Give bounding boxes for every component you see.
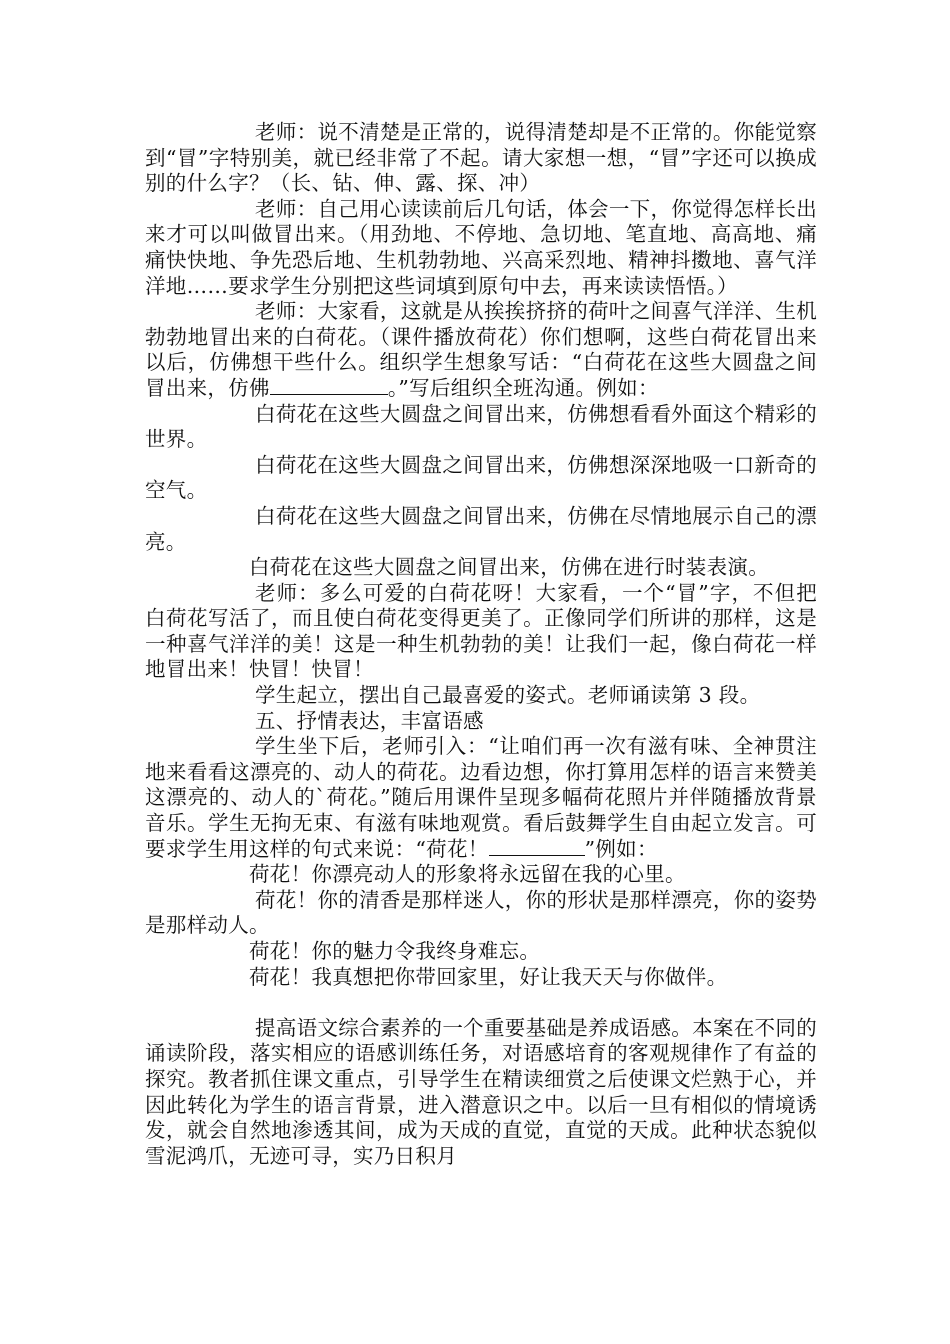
paragraph-teacher-3-tail: 。”写后组织全班沟通。例如：: [387, 375, 659, 400]
paragraph-lotus-intro: [145, 734, 817, 862]
example-sentence-4: 白荷花在这些大圆盘之间冒出来，仿佛在进行时装表演。: [249, 555, 769, 580]
lotus-example-2: 荷花！你的清香是那样迷人，你的形状是那样漂亮，你的姿势是那样动人。: [145, 887, 817, 938]
lotus-example-3: 荷花！你的魅力令我终身难忘。: [249, 939, 541, 963]
paragraph-teacher-2: 老师：自己用心读读前后几句话，体会一下，你觉得怎样长出来才可以叫做冒出来。（用劲地、不停地、急切地、笔直地、高高地、痛痛快快地、争先恐后地、生机勃勃地、兴高采烈地、精神抖擞地、喜气洋洋地……要求学生分别把这些词填到原句中去，再来读读悟悟。）: [145, 196, 817, 298]
example-sentence-2: 白荷花在这些大圆盘之间冒出来，仿佛想深深地吸一口新奇的空气。: [145, 452, 817, 503]
example-sentence-1: 白荷花在这些大圆盘之间冒出来，仿佛想看看外面这个精彩的世界。: [145, 401, 817, 452]
document-body: [145, 120, 817, 1169]
paragraph-teacher-4: 老师：多么可爱的白荷花呀！大家看，一个“冒”字，不但把白荷花写活了，而且使白荷花变得更美了。正像同学们所讲的那样，这是一种喜气洋洋的美！这是一种生机勃勃的美！让我们一起，像白荷花一样地冒出来！快冒！快冒！: [145, 580, 817, 682]
paragraph-gap: [145, 990, 817, 1016]
section-heading-5: 五、抒情表达，丰富语感: [255, 708, 484, 733]
paragraph-commentary: 提高语文综合素养的一个重要基础是养成语感。本案在不同的诵读阶段，落实相应的语感训练任务，对语感培育的客观规律作了有益的探究。教者抓住课文重点，引导学生在精读细赏之后使课文烂熟于心，并因此转化为学生的语言背景，进入潜意识之中。以后一旦有相似的情境诱发，就会自然地渗透其间，成为天成的直觉，直觉的天成。此种状态貌似雪泥鸿爪，无迹可寻，实乃日积月: [145, 1015, 817, 1168]
example-sentence-3: 白荷花在这些大圆盘之间冒出来，仿佛在尽情地展示自己的漂亮。: [145, 503, 817, 554]
lotus-example-4: 荷花！我真想把你带回家里，好让我天天与你做伴。: [249, 964, 728, 989]
paragraph-teacher-1: 老师：说不清楚是正常的，说得清楚却是不正常的。你能觉察到“冒”字特别美，就已经非常了不起。请大家想一想，“冒”字还可以换成别的什么字？（长、钻、伸、露、探、冲）: [145, 120, 817, 196]
fill-blank-line-2: [489, 837, 585, 856]
paragraph-student-stand: 学生起立，摆出自己最喜爱的姿式。老师诵读第 3 段。: [255, 683, 761, 708]
paragraph-teacher-3: [145, 299, 817, 401]
fill-blank-line: [270, 376, 388, 395]
paragraph-teacher-3-text: 老师：大家看，这就是从挨挨挤挤的荷叶之间喜气洋洋、生机勃勃地冒出来的白荷花。（课件播放荷花）你们想啊，这些白荷花冒出来以后，仿佛想干些什么。组织学生想象写话：“白荷花在这些大圆盘之间冒出来，仿佛: [145, 299, 817, 400]
paragraph-lotus-intro-tail: ”例如：: [584, 836, 658, 861]
paragraph-lotus-intro-text: 学生坐下后，老师引入：“让咱们再一次有滋有味、全神贯注地来看看这漂亮的、动人的荷花。边看边想，你打算用怎样的语言来赞美这漂亮的、动人的`荷花。”随后用课件呈现多幅荷花照片并伴随播放背景音乐。学生无拘无束、有滋有味地观赏。看后鼓舞学生自由起立发言。可要求学生用这样的句式来说：“荷花！: [145, 734, 817, 861]
lotus-example-1: 荷花！你漂亮动人的形象将永远留在我的心里。: [249, 862, 686, 887]
